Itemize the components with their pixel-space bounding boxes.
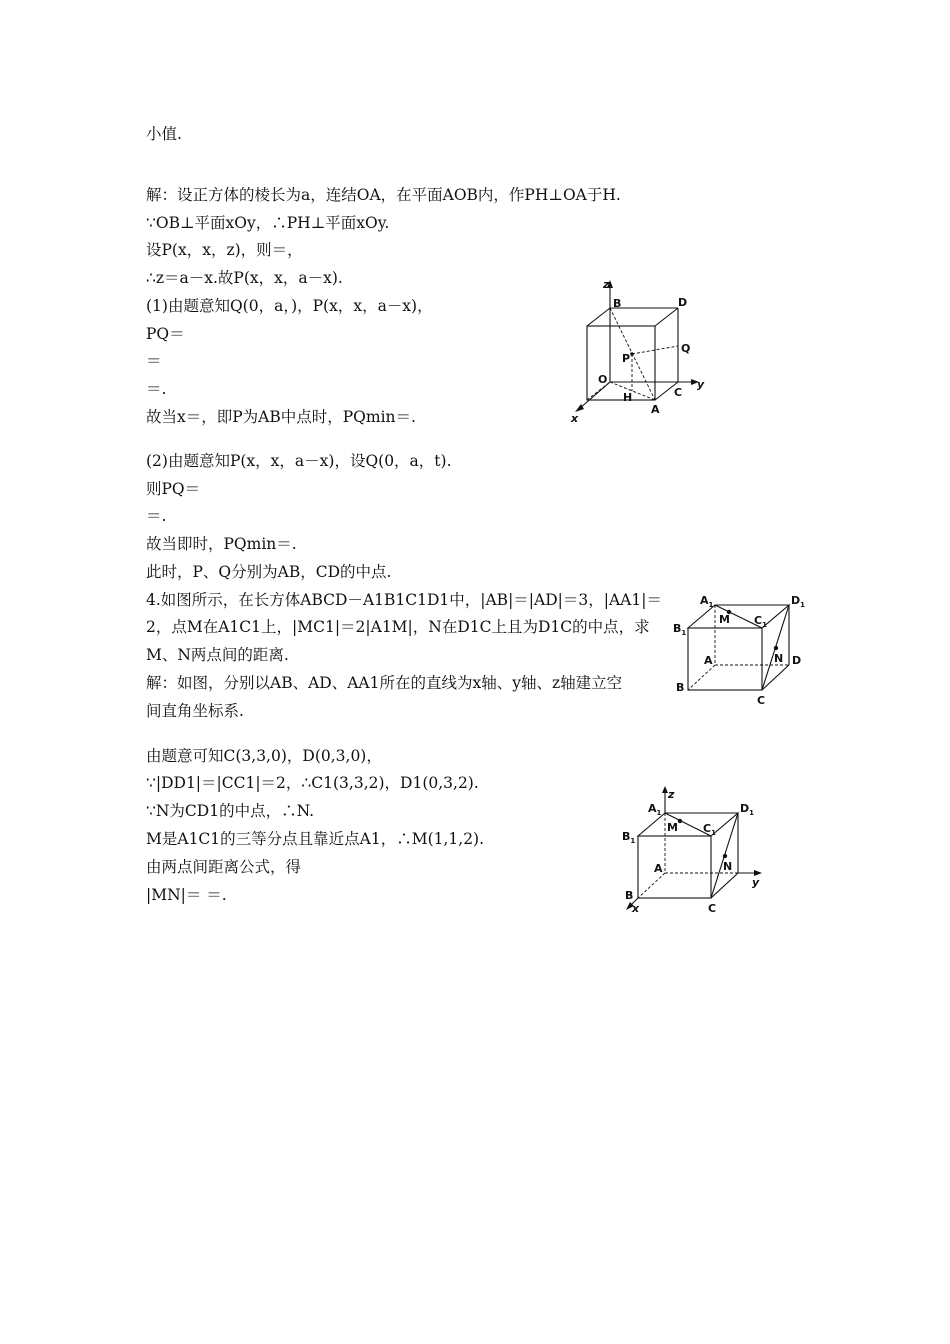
solution-intro: 解：设正方体的棱长为a，连结OA，在平面AOB内，作PH⊥OA于H.: [146, 186, 621, 204]
label-a: A: [651, 403, 660, 416]
text-line: ＝: [146, 352, 162, 370]
label-a: A: [654, 862, 663, 875]
label-n: N: [774, 652, 784, 665]
label-a1: $A_1$: [700, 594, 714, 609]
label-x: x: [571, 412, 579, 425]
problem-4-line: M、N两点间的距离.: [146, 646, 289, 664]
label-d1: $D_1$: [740, 802, 755, 817]
label-d1: $D_1$: [791, 594, 806, 609]
text-line: |MN|＝ ＝.: [146, 886, 227, 904]
text-line: 故当x＝，即P为AB中点时，PQmin＝.: [146, 408, 416, 426]
label-c: C: [757, 694, 766, 707]
label-b: B: [676, 681, 685, 694]
label-c: C: [708, 902, 717, 915]
text-line: 设P(x，x，z)，则＝，: [146, 241, 303, 259]
figure-cube-pq: [565, 278, 715, 426]
label-n: N: [723, 860, 733, 873]
solution-line: 解：如图，分别以AB、AD、AA1所在的直线为x轴、y轴、z轴建立空: [146, 674, 623, 692]
label-z: z: [668, 788, 675, 801]
label-b1: $B_1$: [622, 830, 636, 845]
text-line: 由题意可知C(3,3,0)，D(0,3,0)，: [146, 747, 382, 765]
text-line: (1)由题意知Q(0，a，)，P(x，x，a－x)，: [146, 297, 433, 315]
label-q: Q: [681, 342, 691, 355]
label-c: C: [674, 386, 683, 399]
text-line: ∴z＝a－x.故P(x，x，a－x).: [146, 269, 343, 287]
text-line: ＝.: [146, 380, 167, 398]
problem-4-line: 4.如图所示，在长方体ABCD－A1B1C1D1中，|AB|＝|AD|＝3，|AA1|＝: [146, 591, 662, 609]
text-line: ∵N为CD1的中点，∴N.: [146, 802, 315, 820]
text-line: 故当即时，PQmin＝.: [146, 535, 297, 553]
text-line: (2)由题意知P(x，x，a－x)，设Q(0，a，t).: [146, 452, 452, 470]
label-z: z: [603, 278, 610, 291]
text-line: ∵OB⊥平面xOy，∴PH⊥平面xOy.: [146, 214, 390, 232]
figure-box-axes: [615, 785, 775, 915]
text-line: 小值.: [146, 125, 182, 143]
label-p: P: [622, 352, 631, 365]
text-line: M是A1C1的三等分点且靠近点A1，∴M(1,1,2).: [146, 830, 485, 848]
label-c1: $C_1$: [703, 822, 716, 837]
text-line: PQ＝: [146, 325, 185, 343]
text-line: 则PQ＝: [146, 480, 201, 498]
label-o: O: [598, 373, 608, 386]
label-h: H: [623, 391, 633, 404]
label-b: B: [613, 297, 622, 310]
text-line: 由两点间距离公式，得: [146, 858, 302, 876]
label-d: D: [678, 296, 688, 309]
text-line: 此时，P、Q分别为AB，CD的中点.: [146, 563, 392, 581]
text-line: ∵|DD1|＝|CC1|＝2，∴C1(3,3,2)，D1(0,3,2).: [146, 774, 479, 792]
label-m: M: [719, 613, 730, 626]
label-d: D: [792, 654, 802, 667]
label-y: y: [752, 876, 760, 889]
solution-line: 间直角坐标系.: [146, 702, 244, 720]
problem-4-line: 2，点M在A1C1上，|MC1|＝2|A1M|，N在D1C上且为D1C的中点，求: [146, 618, 650, 636]
label-m: M: [667, 821, 678, 834]
label-a1: $A_1$: [648, 802, 662, 817]
label-b1: $B_1$: [673, 622, 687, 637]
label-y: y: [697, 378, 705, 391]
label-c1: $C_1$: [754, 614, 767, 629]
label-x: x: [632, 902, 640, 915]
label-a: A: [704, 654, 713, 667]
figure-box-mn: [670, 588, 820, 708]
label-b: B: [625, 889, 634, 902]
text-line: ＝.: [146, 507, 167, 525]
